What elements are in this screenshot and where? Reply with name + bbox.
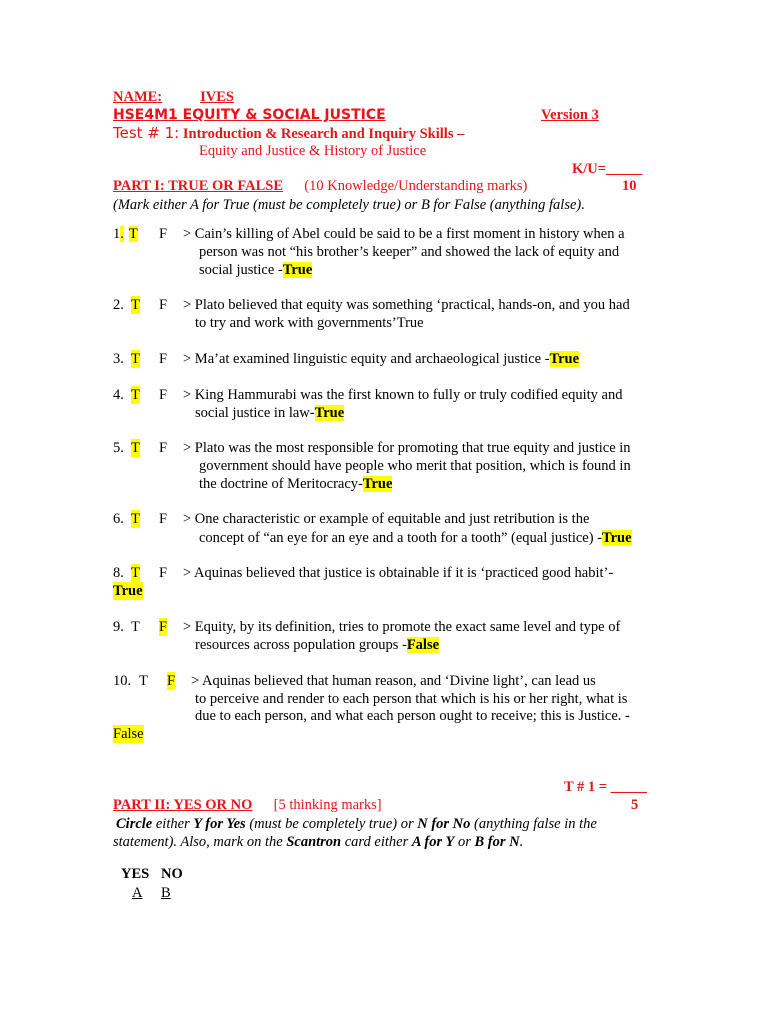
version-label: Version 3 [541,107,599,123]
true-option[interactable]: T [131,511,140,527]
part2-title: PART II: YES OR NO [113,797,253,813]
true-option[interactable]: T [131,619,140,635]
true-option[interactable]: T [131,565,140,581]
question-text: due to each person, and what each person ought to receive; this is Justice. - [195,708,630,724]
course-title: HSE4M1 EQUITY & SOCIAL JUSTICE [113,107,386,123]
true-option[interactable]: T [131,440,140,456]
question-text: > Equity, by its definition, tries to promote the exact same level and type of [183,619,621,635]
false-option[interactable]: F [167,673,176,689]
test-subtitle-2: Equity and Justice & History of Justice [199,143,427,159]
question-number: 2. [113,297,124,313]
name-line [113,88,518,106]
part2-marks: [5 thinking marks] [273,797,382,813]
part1-title: PART I: TRUE OR FALSE [113,178,284,194]
no-header: NO [161,866,183,882]
answer-dot: . [120,226,124,242]
question-2 [113,296,124,314]
question-text: > Plato believed that equity was something ‘practical, hands-on, and you had [183,297,630,313]
question-number: 9. [113,619,124,635]
ku-score: K/U=_____ [572,161,643,177]
answer-label: True [282,262,313,278]
name-label: NAME: [113,89,163,105]
name-value: IVES [200,89,234,105]
question-text: person was not “his brother’s keeper” and showed the lack of equity and [199,244,620,260]
question-text: > Aquinas believed that human reason, and ‘Divine light’, can lead us [191,673,596,689]
question-number: 8. [113,565,124,581]
question-text-end: social justice in law-True [195,405,345,421]
answer-label: True [549,351,580,367]
true-option[interactable]: T [131,387,140,403]
question-text-end: concept of “an eye for an eye and a tooth for a tooth” (equal justice) -True [199,530,632,546]
question-number: 4. [113,387,124,403]
question-4 [113,386,124,404]
false-option[interactable]: F [159,619,168,635]
true-option[interactable]: T [139,673,148,689]
option-b[interactable]: B [161,885,171,901]
question-text: > Cain’s killing of Abel could be said to be a first moment in history when a [183,226,625,242]
question-text-end: > Ma’at examined linguistic equity and archaeological justice -True [183,351,580,367]
part2-total: 5 [631,797,639,813]
question-number: 1 [113,226,121,242]
test-subtitle: Introduction & Research and Inquiry Skills – [182,126,465,142]
part1-marks: (10 Knowledge/Understanding marks) [304,178,528,194]
answer-label: False [406,637,440,653]
question-number: 3. [113,351,124,367]
question-text: > One characteristic or example of equitable and just retribution is the [183,511,590,527]
question-text: > Plato was the most responsible for promoting that true equity and justice in [183,440,631,456]
answer-label: True [602,530,632,546]
question-text-end: social justice -True [199,262,313,278]
false-option[interactable]: F [159,387,168,403]
question-text: to perceive and render to each person that which is his or her right, what is [195,691,628,707]
part1-heading [113,177,527,195]
yes-header: YES [121,866,150,882]
question-text-end: the doctrine of Meritocracy-True [199,476,393,492]
answer-label: True [314,405,345,421]
question-1 [113,225,138,243]
question-6 [113,510,124,528]
question-10 [113,672,131,690]
question-number: 5. [113,440,124,456]
false-option[interactable]: F [159,511,168,527]
question-number: 6. [113,511,124,527]
question-number: 10. [113,673,132,689]
answer-label: False [113,726,144,742]
true-option[interactable]: T [128,226,138,242]
question-text: government should have people who merit that position, which is found in [199,458,631,474]
test-label: Test # 1: [113,124,180,142]
answer-label: True [113,583,143,599]
t1-score: T # 1 = _____ [564,779,647,795]
false-option[interactable]: F [159,565,168,581]
part1-instructions: (Mark either A for True (must be completely true) or B for False (anything false). [113,197,585,213]
question-3 [113,350,124,368]
true-option[interactable]: T [131,351,140,367]
option-a[interactable]: A [132,885,143,901]
false-option[interactable]: F [159,226,168,242]
question-text: to try and work with governments’True [195,315,424,331]
part2-instructions-1: Circle either Y for Yes (must be completely true) or N for No (anything false in the [116,816,597,832]
question-9 [113,618,124,636]
true-option[interactable]: T [131,297,140,313]
question-8 [113,564,124,582]
false-option[interactable]: F [159,351,168,367]
question-text-end: resources across population groups -False [195,637,440,653]
question-text: > Aquinas believed that justice is obtainable if it is ‘practiced good habit’- [183,565,614,581]
question-text: > King Hammurabi was the first known to fully or truly codified equity and [183,387,623,403]
false-option[interactable]: F [159,297,168,313]
part2-heading [113,796,382,814]
answer-label: True [362,476,393,492]
part1-total: 10 [622,178,637,194]
question-5 [113,439,124,457]
false-option[interactable]: F [159,440,168,456]
test-title-line [113,124,464,143]
part2-instructions-2: statement). Also, mark on the Scantron card either A for Y or B for N. [113,834,524,850]
